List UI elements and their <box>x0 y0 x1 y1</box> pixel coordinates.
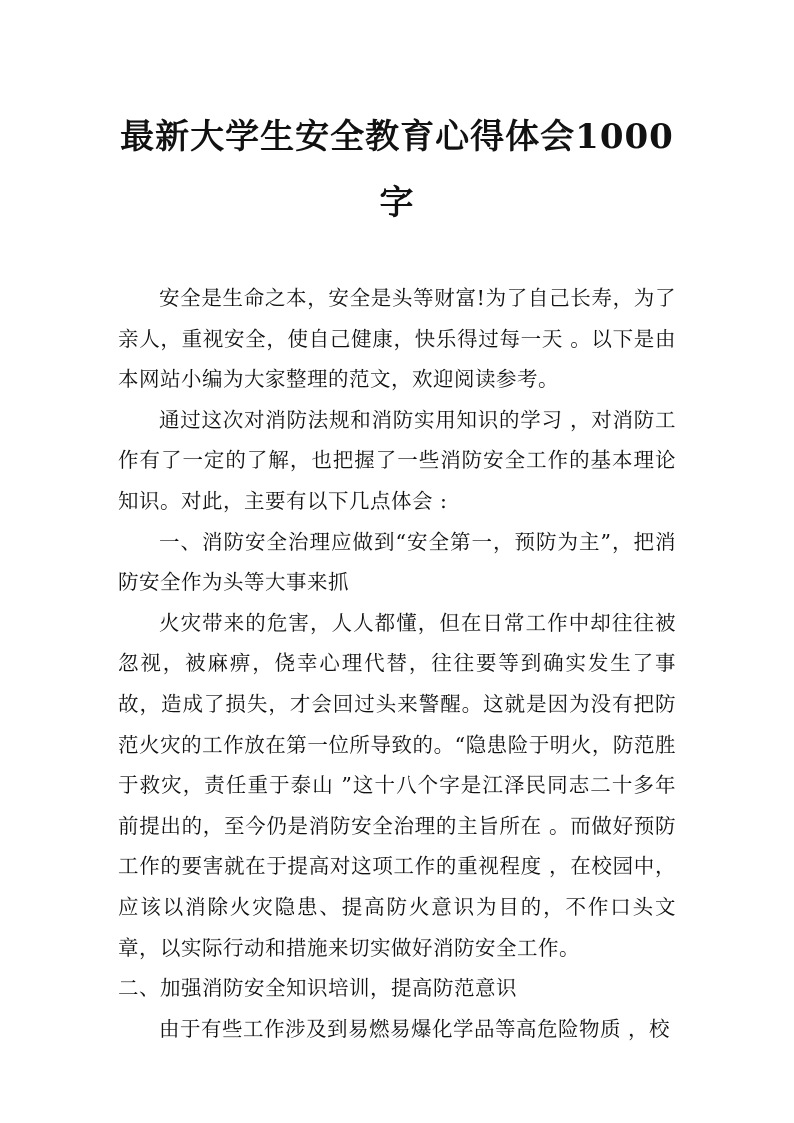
paragraph-intro: 安全是生命之本，安全是头等财富!为了自己长寿，为了亲人，重视安全，使自己健康，快乐得过每一天 。以下是由本网站小编为大家整理的范文，欢迎阅读参考。 <box>118 286 676 392</box>
paragraph-hazardous-materials: 由于有些工作涉及到易燃易爆化学品等高危险物质 ，校 <box>159 1016 671 1041</box>
paragraph-fire-hazard: 火灾带来的危害，人人都懂，但在日常工作中却往往被忽视，被麻痹，侥幸心理代替，往往要等到确实发生了事故，造成了损失，才会回过头来警醒。这就是因为没有把防范火灾的工作放在第一位所导致的。“隐患险于明火，防范胜于救灾，责任重于泰山 ”这十八个字是江泽民同志二十多年前提出的，至今仍是消防安全治理的主旨所在 。而做好预防工作的要害就在于提高对这项工作的重视程度 ，在校园中，应该以消除火灾隐患、提高防火意识为目的，不作口头文章，以实际行动和措施来切实做好消防安全工作。 <box>118 610 676 960</box>
paragraph-study: 通过这次对消防法规和消防实用知识的学习 ，对消防工作有了一定的了解，也把握了一些消防安全工作的基本理论知识。对此，主要有以下几点体会 : <box>118 407 676 513</box>
document-title: 最新大学生安全教育心得体会1000字 <box>120 117 674 223</box>
document-body <box>118 278 676 1049</box>
section-heading-2: 二、加强消防安全知识培训，提高防范意识 <box>118 976 517 1001</box>
section-heading-1: 一、消防安全治理应做到“安全第一，预防为主”，把消防安全作为头等大事来抓 <box>118 529 676 595</box>
